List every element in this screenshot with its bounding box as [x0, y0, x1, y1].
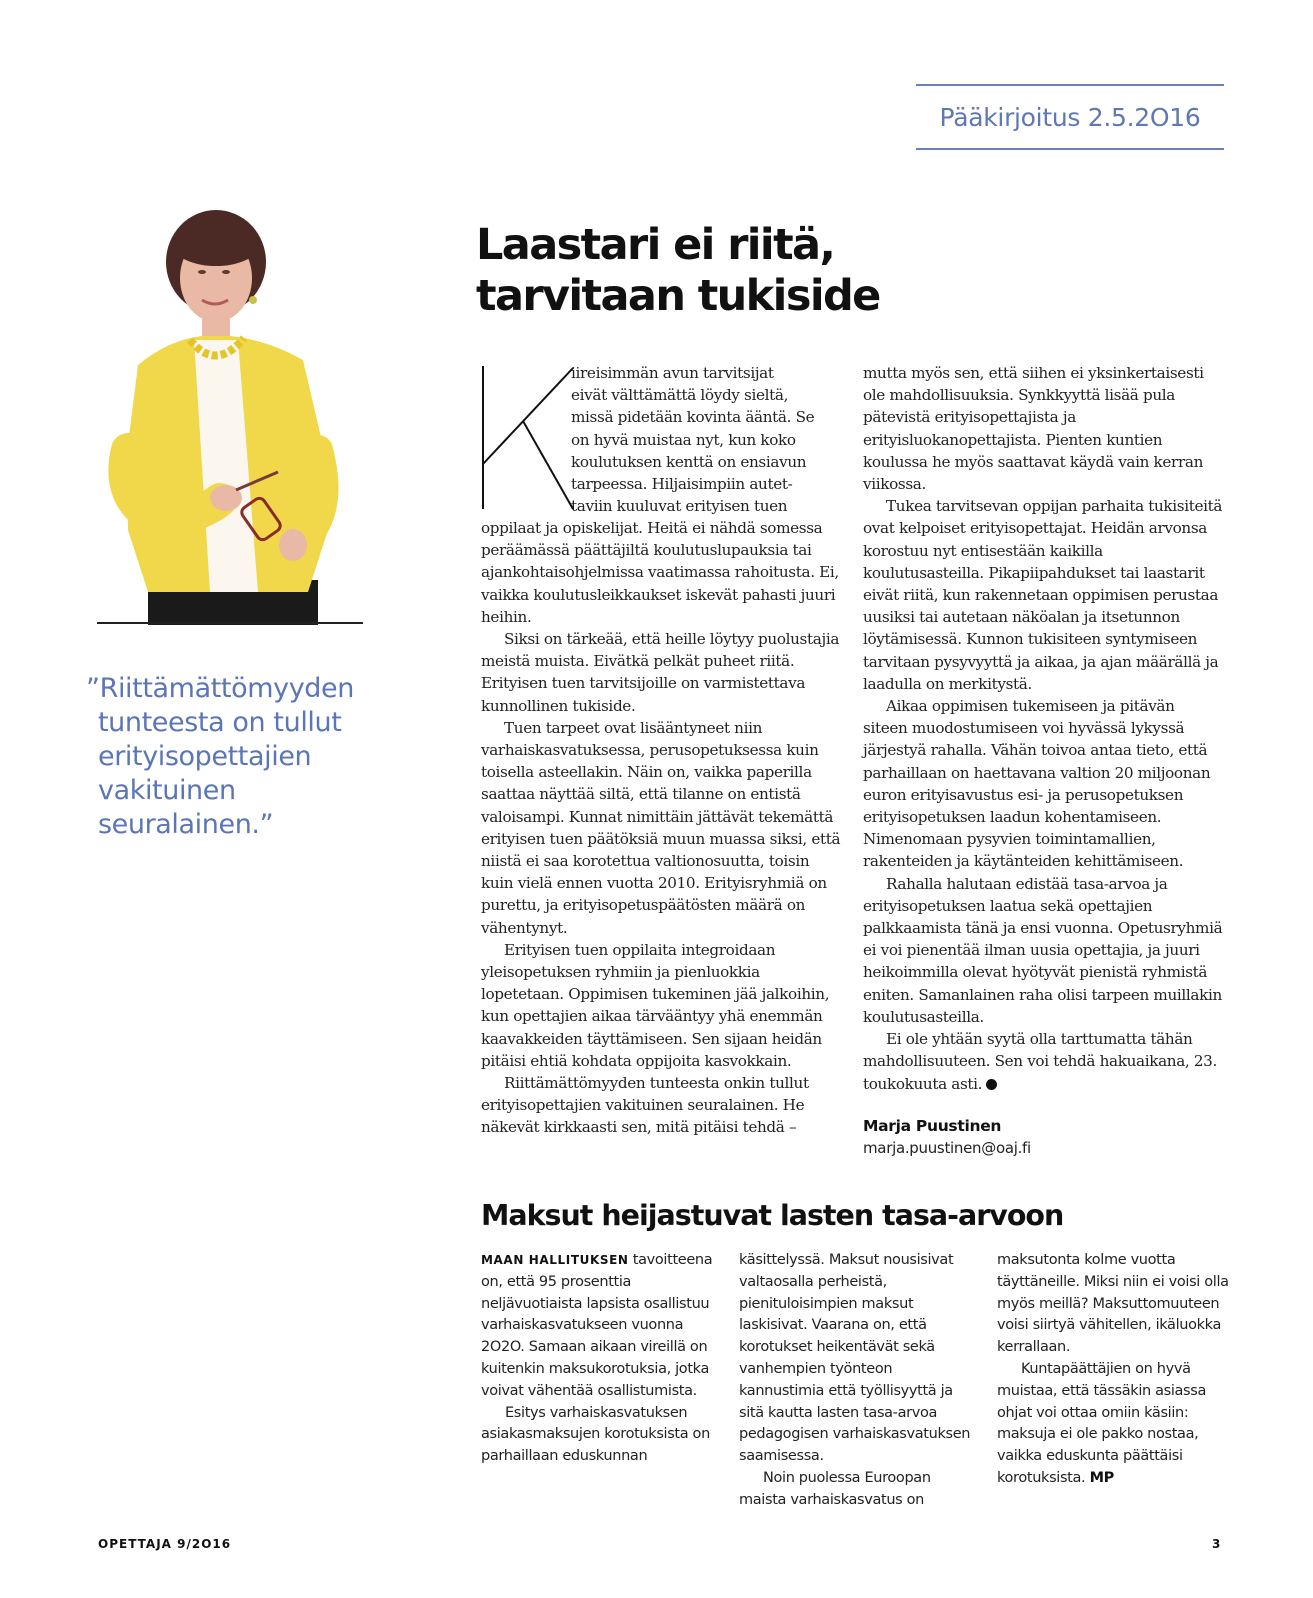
paragraph-text: tavoitteena on, että 95 prosenttia neljävuotiaista lapsista osallistuu varhaiskasvatukseen vuonna 2O2O. Samaan aikaan vireillä on kuitenkin maksukorotuksia, jotka voivat vähentää osallistumista.: [481, 1252, 713, 1399]
signature: MP: [1089, 1469, 1114, 1486]
dropcap-paragraph: [481, 362, 841, 517]
lead-in-caps: MAAN HALLITUKSEN: [481, 1253, 629, 1267]
paragraph: [481, 1250, 721, 1403]
paragraph: Noin puolessa Euroopan maista varhaiskasvatus on: [739, 1469, 931, 1508]
text-line: koulutuksen kenttä on ensiavun: [571, 452, 807, 471]
sidebar-headline: Maksut heijastuvat lasten tasa-arvoon: [481, 1199, 1064, 1232]
paragraph: Tuen tarpeet ovat lisääntyneet niin varhaiskasvatuksessa, perusopetuksessa kuin toisella asteellakin. Näin on, vaikka paperilla saattaa näyttää siltä, että tilanne on entistä valoisampi. Kunnat nimittäin jättävät tekemättä erityisen tuen päätöksiä muun muassa siksi, että niistä ei saa korotettua valtionosuutta, toisin kuin vielä ennen vuotta 2010. Erityisryhmiä on purettu, ja erityisopetuspäätösten määrä on vähentynyt.: [481, 718, 841, 937]
sidebar-column-3: [997, 1250, 1237, 1490]
paragraph-text: Kuntapäättäjien on hyvä muistaa, että tässäkin asiassa ohjat voi ottaa omiin käsiin: maksuja ei ole pakko nostaa, vaikka eduskunta päättäisi korotuksista.: [997, 1360, 1206, 1486]
article-column-2: [863, 362, 1223, 1159]
article-column-1: [481, 362, 841, 1139]
text-line: on hyvä muistaa nyt, kun koko: [571, 430, 796, 449]
headline-line-2: tarvitaan tukiside: [476, 271, 880, 321]
paragraph: Aikaa oppimisen tukemiseen ja pitävän siteen muodostumiseen voi hyvässä lykyssä järjestyä rahalla. Vähän toivoa antaa tieto, että parhaillaan on haettavana valtion 20 miljoonan euron erityisavustus esi- ja perusopetuksen erityisopetuksen laadun kohentamiseen. Nimenomaan pysyvien toimintamallien, rakenteiden ja käytänteiden kehittämiseen.: [863, 697, 1211, 871]
paragraph: mutta myös sen, että siihen ei yksinkertaisesti ole mahdollisuuksia. Synkkyyttä lisää pula pätevistä erityisopettajista ja erityisluokanopettajista. Pienten kuntien koulussa he myös saattavat käydä vain kerran viikossa.: [863, 364, 1204, 494]
paragraph: Erityisen tuen oppilaita integroidaan yleisopetuksen ryhmiin ja pienluokkia lopetetaan. Oppimisen tukeminen jää jalkoihin, kun opettajien aikaa tärvääntyy yhä enemmän kaavakkeiden täyttämiseen. Sen sijaan heidän pitäisi ehtiä kohdata oppijoita kasvokkain.: [481, 940, 830, 1070]
paragraph: maksutonta kolme vuotta täyttäneille. Miksi niin ei voisi olla myös meillä? Maksuttomuuteen voisi siirtyä vähitellen, ikäluokka kerrallaan.: [997, 1252, 1229, 1356]
sidebar-column-2: [739, 1250, 979, 1512]
sidebar-column-1: [481, 1250, 721, 1468]
author-name: Marja Puustinen: [863, 1116, 1002, 1135]
paragraph: Esitys varhaiskasvatuksen asiakasmaksujen korotuksista on parhaillaan eduskunnan: [481, 1404, 710, 1465]
dropcap-lines: [571, 362, 841, 517]
byline: [863, 1115, 1223, 1159]
dropcap-k-icon: [481, 366, 576, 511]
text-line: eivät välttämättä löydy sieltä,: [571, 386, 789, 405]
paragraph: Tukea tarvitsevan oppijan parhaita tukisiteitä ovat kelpoiset erityisopettajat. Heidän arvonsa korostuu nyt entisestään kaikilla koulutusasteilla. Pikapiipahdukset tai laastarit eivät riitä, kun rakennetaan oppimisen perustaa uusiksi tai autetaan näköalan ja itsetunnon löytämisessä. Kunnon tukisiteen syntymiseen tarvitaan pysyvyyttä ja aikaa, ja ajan määrällä ja laadulla on merkitystä.: [863, 497, 1223, 693]
pull-quote: ”Riittämättömyyden tunteesta on tullut erityisopettajien vakituinen seuralainen.”: [86, 673, 354, 840]
paragraph-final: [863, 1028, 1223, 1095]
portrait-divider: [97, 622, 363, 624]
paragraph-text: Ei ole yhtään syytä olla tarttumatta tähän mahdollisuuteen. Sen voi tehdä hakuaikana, 23. toukokuuta asti.: [863, 1030, 1217, 1093]
article-headline: [476, 220, 896, 322]
author-email[interactable]: marja.puustinen@oaj.fi: [863, 1138, 1031, 1157]
publication-footer: OPETTAJA 9/2O16: [98, 1537, 232, 1551]
text-line: iireisimmän avun tarvitsijat: [571, 364, 774, 382]
author-portrait: [98, 200, 362, 625]
text-line: taviin kuuluvat erityisen tuen: [571, 497, 788, 516]
section-label: Pääkirjoitus 2.5.2O16: [939, 102, 1201, 132]
section-label-box: [916, 84, 1224, 150]
portrait-illustration-icon: [98, 200, 362, 625]
page-number: 3: [1212, 1537, 1221, 1551]
text-line: tarpeessa. Hiljaisimpiin autet-: [571, 475, 793, 494]
end-mark-icon: [986, 1079, 997, 1090]
paragraph: Siksi on tärkeää, että heille löytyy puolustajia meistä muista. Eivätkä pelkät puheet riitä. Erityisen tuen tarvitsijoille on varmistettava kunnollinen tukiside.: [481, 630, 840, 715]
text-line: missä pidetään kovinta ääntä. Se: [571, 408, 815, 427]
paragraph: [997, 1359, 1237, 1490]
paragraph: oppilaat ja opiskelijat. Heitä ei nähdä somessa peräämässä päättäjiltä koulutuslupauksia tai ajankohtaisohjelmissa vaatimassa rahoitusta. Ei, vaikka koulutusleikkaukset iskevät pahasti juuri heihin.: [481, 519, 839, 626]
headline-line-1: Laastari ei riitä,: [476, 220, 835, 270]
paragraph: Riittämättömyyden tunteesta onkin tullut erityisopettajien vakituinen seuralainen. He näkevät kirkkaasti sen, mitä pitäisi tehdä –: [481, 1074, 809, 1137]
paragraph: käsittelyssä. Maksut nousisivat valtaosalla perheistä, pienituloisimpien maksut laskisivat. Vaarana on, että korotukset heikentävät sekä vanhempien työnteon kannustimia että työllisyyttä ja sitä kautta lasten tasa-arvoa pedagogisen varhaiskasvatuksen saamisessa.: [739, 1252, 971, 1465]
paragraph: Rahalla halutaan edistää tasa-arvoa ja erityisopetuksen laatua sekä opettajien palkkaamista tänä ja ensi vuonna. Opetusryhmiä ei voi pienentää ilman uusia opettajia, ja juuri heikoimmilla olevat hyötyvät pienistä ryhmistä eniten. Samanlainen raha olisi tarpeen muillakin koulutusasteilla.: [863, 874, 1223, 1026]
